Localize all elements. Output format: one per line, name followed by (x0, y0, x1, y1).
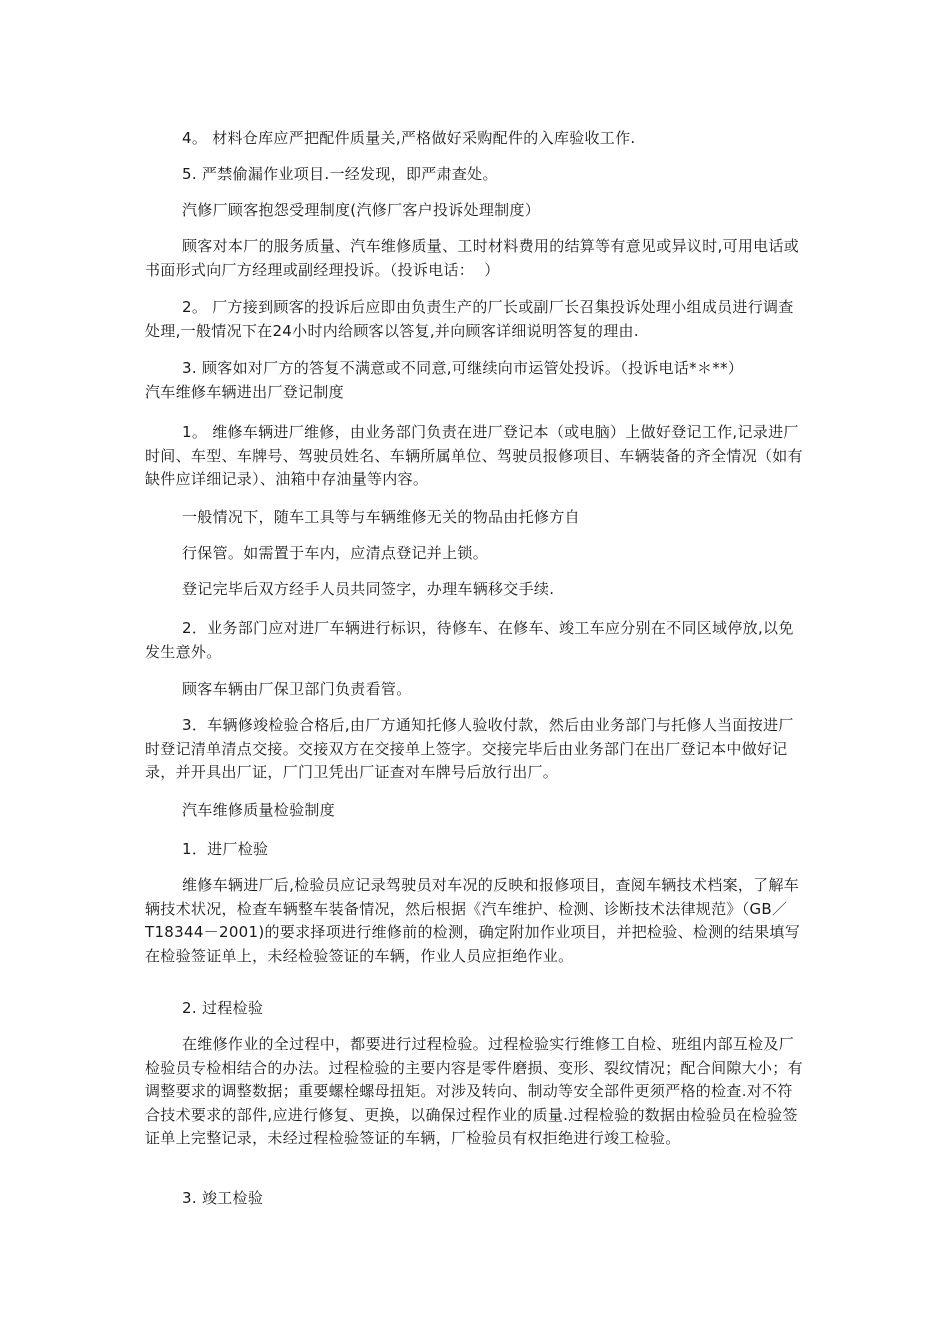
inspection-subheading-process: 2. 过程检验 (182, 999, 264, 1017)
complaint-policy-heading: 汽修厂顾客抱怨受理制度(汽修厂客户投诉处理制度） (182, 201, 541, 219)
vehicle-registration-heading: 汽车维修车辆进出厂登记制度 (145, 383, 344, 401)
registration-paragraph-2: 2．业务部门应对进厂车辆进行标识，待修车、在修车、竣工车应分别在不同区域停放,以免发生意外。 (145, 619, 794, 661)
paragraph-item-5: 5. 严禁偷漏作业项目.一经发现，即严肃查处。 (182, 165, 498, 183)
inspection-paragraph-process: 在维修作业的全过程中，都要进行过程检验。过程检验实行维修工自检、班组内部互检及厂检验员专检相结合的办法。过程检验的主要内容是零件磨损、变形、裂纹情况；配合间隙大小；有调整要求的调整数据；重要螺栓螺母扭矩。对涉及转向、制动等安全部件更须严格的检查.对不符合技术要求的部件,应进行修复、更换，以确保过程作业的质量.过程检验的数据由检验员在检验签证单上完整记录，未经过程检验签证的车辆，厂检验员有权拒绝进行竣工检验。 (145, 1035, 803, 1147)
registration-paragraph-3: 3．车辆修竣检验合格后,由厂方通知托修人验收付款，然后由业务部门与托修人当面按进厂时登记清单清点交接。交接双方在交接单上签字。交接完毕后由业务部门在出厂登记本中做好记录，并开具出厂证，厂门卫凭出厂证查对车牌号后放行出厂。 (145, 716, 794, 781)
complaint-paragraph-1: 顾客对本厂的服务质量、汽车维修质量、工时材料费用的结算等有意见或异议时,可用电话或书面形式向厂方经理或副经理投诉。（投诉电话： ） (145, 237, 800, 279)
registration-paragraph-sign: 登记完毕后双方经手人员共同签字，办理车辆移交手续. (182, 580, 555, 598)
registration-paragraph-tools: 一般情况下，随车工具等与车辆维修无关的物品由托修方自 (182, 508, 580, 526)
inspection-paragraph-entry: 维修车辆进厂后,检验员应记录驾驶员对车况的反映和报修项目，查阅车辆技术档案，了解车辆技术状况，检查车辆整车装备情况，然后根据《汽车维护、检测、诊断技术法律规范》（GB／T18344－2001)的要求择项进行维修前的检测，确定附加作业项目，并把检验、检测的结果填写在检验签证单上，未经检验签证的车辆，作业人员应拒绝作业。 (145, 876, 801, 965)
inspection-subheading-completion: 3. 竣工检验 (182, 1189, 264, 1207)
complaint-paragraph-2: 2。 厂方接到顾客的投诉后应即由负责生产的厂长或副厂长召集投诉处理小组成员进行调查处理,一般情况下在24小时内给顾客以答复,并向顾客详细说明答复的理由. (145, 298, 794, 340)
registration-paragraph-custody: 顾客车辆由厂保卫部门负责看管。 (182, 680, 412, 698)
paragraph-item-4: 4。 材料仓库应严把配件质量关,严格做好采购配件的入库验收工作. (182, 129, 636, 147)
inspection-subheading-entry: 1．进厂检验 (182, 840, 269, 858)
registration-paragraph-1: 1。 维修车辆进厂维修，由业务部门负责在进厂登记本（或电脑）上做好登记工作,记录进厂时间、车型、车牌号、驾驶员姓名、车辆所属单位、驾驶员报修项目、车辆装备的齐全情况（如有缺件应详细记录）、油箱中存油量等内容。 (145, 423, 803, 488)
complaint-paragraph-3: 3. 顾客如对厂方的答复不满意或不同意,可继续向市运管处投诉。（投诉电话*＊**） (182, 359, 744, 377)
registration-paragraph-lock: 行保管。如需置于车内，应清点登记并上锁。 (182, 544, 489, 562)
quality-inspection-heading: 汽车维修质量检验制度 (182, 801, 336, 819)
